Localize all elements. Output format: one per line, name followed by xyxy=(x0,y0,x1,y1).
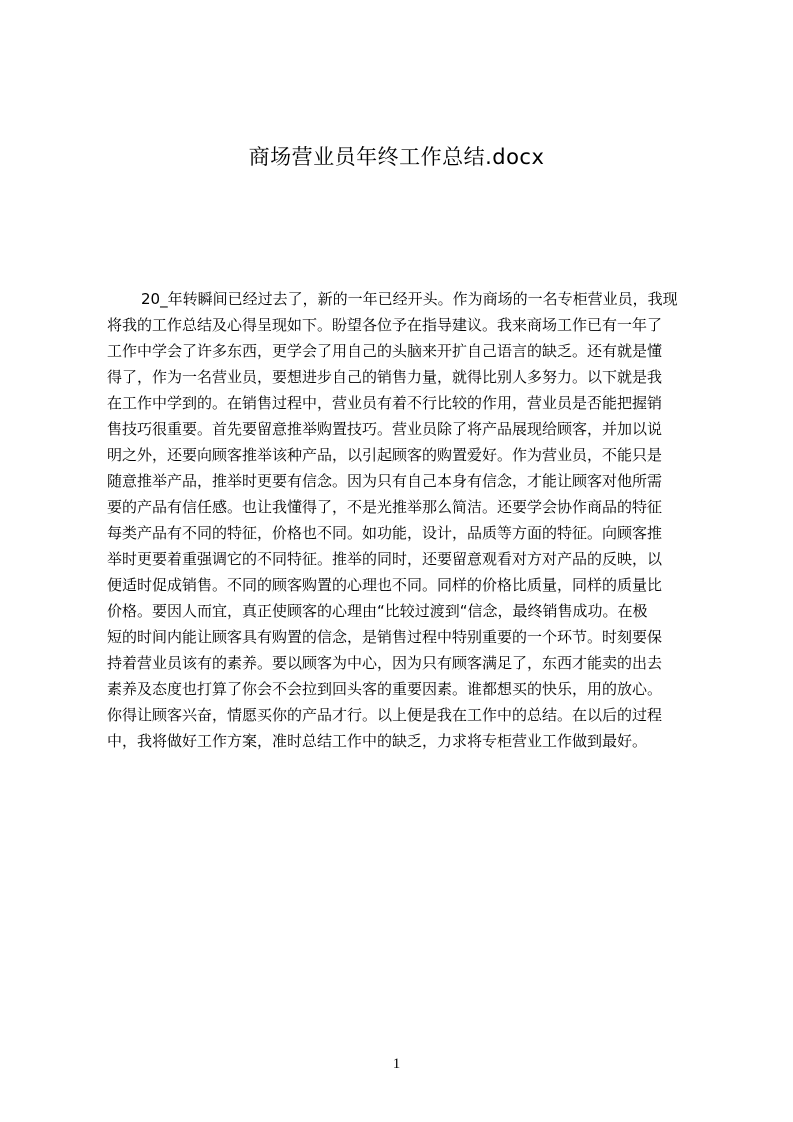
paragraph-line: 你得让顾客兴奋，情愿买你的产品才行。以上便是我在工作中的总结。在以后的过程 xyxy=(107,706,663,724)
paragraph-line: 素养及态度也打算了你会不会拉到回头客的重要因素。谁都想买的快乐，用的放心。 xyxy=(107,680,663,698)
paragraph-line: 举时更要着重强调它的不同特征。推举的同时，还要留意观看对方对产品的反映，以 xyxy=(107,550,663,568)
paragraph-line: 每类产品有不同的特征，价格也不同。如功能，设计，品质等方面的特征。向顾客推 xyxy=(107,524,663,542)
paragraph-line: 中，我将做好工作方案，准时总结工作中的缺乏，力求将专柜营业工作做到最好。 xyxy=(107,732,648,750)
paragraph-line: 20_年转瞬间已经过去了，新的一年已经开头。作为商场的一名专柜营业员，我现 xyxy=(141,290,678,308)
paragraph-line: 将我的工作总结及心得呈现如下。盼望各位予在指导建议。我来商场工作已有一年了 xyxy=(107,316,663,334)
body-paragraph xyxy=(107,286,707,754)
page-number: 1 xyxy=(392,1056,401,1072)
paragraph-line: 短的时间内能让顾客具有购置的信念，是销售过程中特别重要的一个环节。时刻要保 xyxy=(107,628,663,646)
paragraph-line: 明之外，还要向顾客推举该种产品，以引起顾客的购置爱好。作为营业员，不能只是 xyxy=(107,446,663,464)
paragraph-line: 要的产品有信任感。也让我懂得了，不是光推举那么简洁。还要学会协作商品的特征 xyxy=(107,498,663,516)
paragraph-line: 售技巧很重要。首先要留意推举购置技巧。营业员除了将产品展现给顾客，并加以说 xyxy=(107,420,663,438)
paragraph-line: 得了，作为一名营业员，要想进步自己的销售力量，就得比别人多努力。以下就是我 xyxy=(107,368,663,386)
paragraph-line: 持着营业员该有的素养。要以顾客为中心，因为只有顾客满足了，东西才能卖的出去 xyxy=(107,654,663,672)
paragraph-line: 便适时促成销售。不同的顾客购置的心理也不同。同样的价格比质量，同样的质量比 xyxy=(107,576,663,594)
paragraph-line: 工作中学会了许多东西，更学会了用自己的头脑来开扩自己语言的缺乏。还有就是懂 xyxy=(107,342,663,360)
document-title: 商场营业员年终工作总结.docx xyxy=(248,145,545,169)
paragraph-line: 随意推举产品，推举时更要有信念。因为只有自己本身有信念，才能让顾客对他所需 xyxy=(107,472,663,490)
paragraph-line: 在工作中学到的。在销售过程中，营业员有着不行比较的作用，营业员是否能把握销 xyxy=(107,394,663,412)
paragraph-line: 价格。要因人而宜，真正使顾客的心理由“比较过渡到“信念，最终销售成功。在极 xyxy=(107,602,648,620)
